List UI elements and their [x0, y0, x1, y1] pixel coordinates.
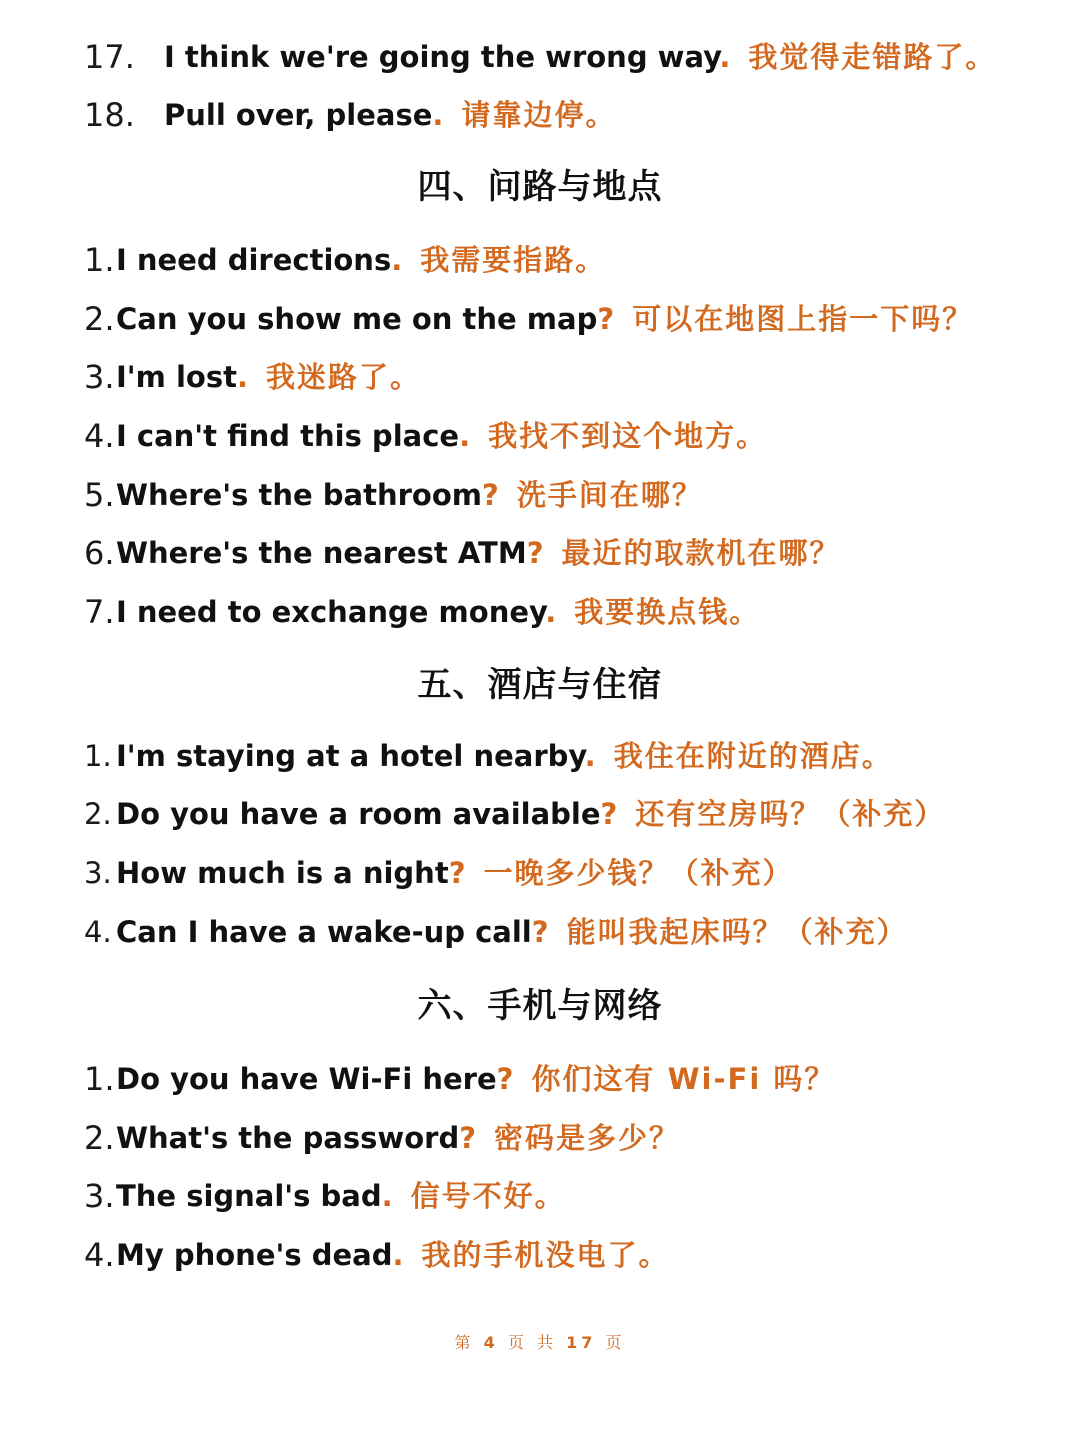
english-phrase: Do you have Wi-Fi here? 你们这有 Wi-Fi 吗？ [116, 1062, 836, 1096]
english-phrase: I'm staying at a hotel nearby. 我住在附近的酒店。 [116, 739, 893, 773]
chinese-translation: 一晚多少钱？（补充） [483, 856, 794, 890]
english-phrase: I'm lost. 我迷路了。 [116, 360, 422, 394]
item-number: 7. [84, 593, 115, 631]
footer-prefix: 第 [454, 1333, 475, 1352]
item-number: 6. [84, 534, 115, 572]
section-heading: 四、问路与地点 [417, 167, 663, 207]
english-phrase: I can't find this place. 我找不到这个地方。 [116, 419, 768, 453]
english-phrase: Do you have a room available? 还有空房吗？（补充） [116, 797, 946, 831]
footer-suffix: 页 [605, 1333, 626, 1352]
chinese-translation: 洗手间在哪？ [516, 478, 703, 512]
chinese-translation: 请靠边停。 [461, 98, 617, 132]
chinese-translation: 我住在附近的酒店。 [613, 739, 893, 773]
item-number: 2. [84, 300, 115, 338]
chinese-translation: 能叫我起床吗？（补充） [566, 915, 908, 949]
english-phrase: How much is a night? 一晚多少钱？（补充） [116, 856, 794, 890]
chinese-translation: 我找不到这个地方。 [488, 419, 768, 453]
item-number: 2. [84, 797, 112, 831]
english-phrase: I need to exchange money. 我要换点钱。 [116, 595, 761, 629]
english-phrase: Can you show me on the map? 可以在地图上指一下吗？ [116, 302, 974, 336]
chinese-translation: 最近的取款机在哪？ [561, 536, 841, 570]
item-number: 4. [84, 915, 112, 949]
footer-middle: 页 共 [507, 1333, 557, 1352]
chinese-translation: 密码是多少？ [494, 1121, 681, 1155]
section-heading: 五、酒店与住宿 [417, 665, 663, 705]
chinese-translation: 可以在地图上指一下吗？ [632, 302, 974, 336]
chinese-translation: 我需要指路。 [420, 243, 607, 277]
chinese-translation: 我要换点钱。 [574, 595, 761, 629]
chinese-translation: 我的手机没电了。 [421, 1238, 670, 1272]
english-phrase: I think we're going the wrong way. 我觉得走错路了。 [164, 40, 997, 74]
item-number: 5. [84, 476, 115, 514]
item-number: 1. [84, 739, 112, 773]
total-page-count: 17 [566, 1333, 597, 1352]
english-phrase: My phone's dead. 我的手机没电了。 [116, 1238, 670, 1272]
english-phrase: I need directions. 我需要指路。 [116, 243, 607, 277]
item-number: 2. [84, 1119, 115, 1157]
item-number: 1. [84, 1060, 115, 1098]
item-number: 1. [84, 241, 115, 279]
english-phrase: What's the password? 密码是多少？ [116, 1121, 681, 1155]
item-number: 4. [84, 417, 115, 455]
english-phrase: Can I have a wake-up call? 能叫我起床吗？（补充） [116, 915, 908, 949]
chinese-translation: 信号不好。 [410, 1179, 566, 1213]
item-number: 3. [84, 856, 112, 890]
chinese-translation: 你们这有 Wi-Fi 吗？ [531, 1062, 836, 1096]
page-footer [0, 1330, 1080, 1353]
chinese-translation: 还有空房吗？（补充） [635, 797, 946, 831]
item-number: 3. [84, 1177, 115, 1215]
english-phrase: The signal's bad. 信号不好。 [116, 1179, 566, 1213]
item-number: 3. [84, 358, 115, 396]
item-number: 4. [84, 1236, 115, 1274]
item-number: 18. [84, 96, 135, 134]
current-page-number: 4 [483, 1333, 499, 1352]
chinese-translation: 我迷路了。 [266, 360, 422, 394]
section-heading: 六、手机与网络 [417, 986, 663, 1026]
english-phrase: Where's the nearest ATM? 最近的取款机在哪？ [116, 536, 841, 570]
english-phrase: Where's the bathroom? 洗手间在哪？ [116, 478, 703, 512]
chinese-translation: 我觉得走错路了。 [748, 40, 997, 74]
english-phrase: Pull over, please. 请靠边停。 [164, 98, 617, 132]
item-number: 17. [84, 38, 135, 76]
